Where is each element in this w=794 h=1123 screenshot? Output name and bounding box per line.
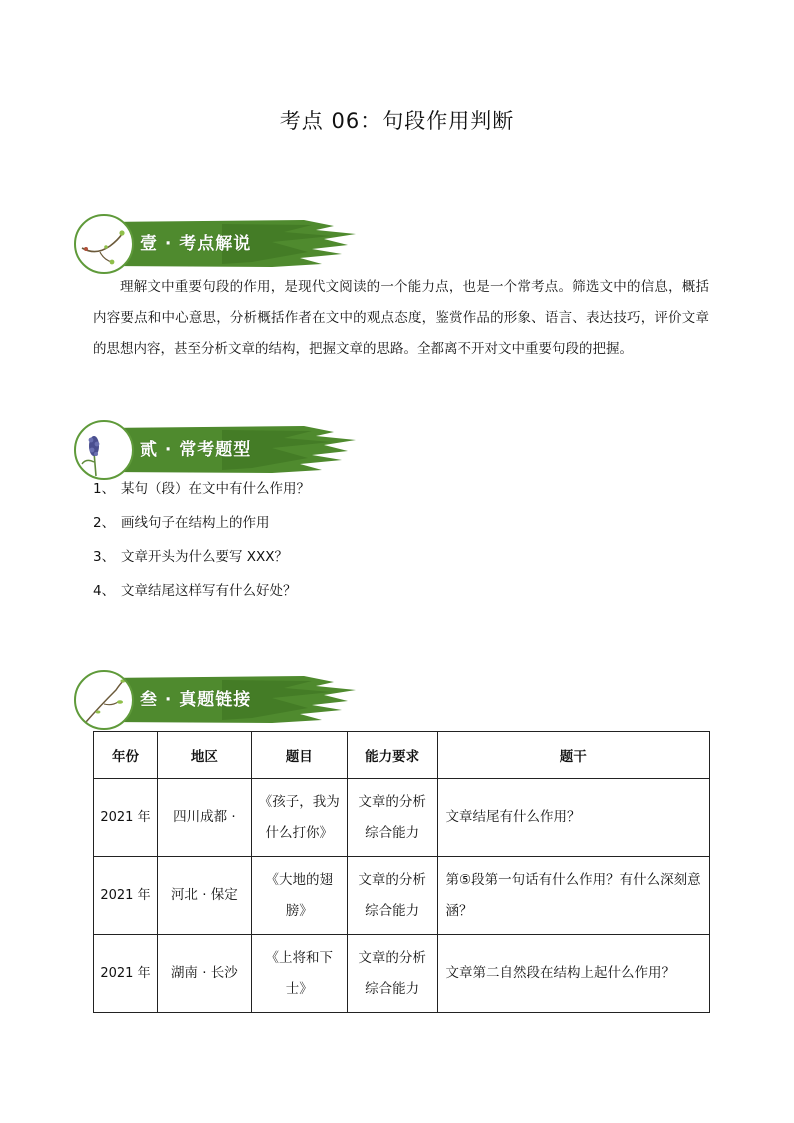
branch-icon <box>74 214 134 274</box>
cell-year: 2021 年 <box>94 857 158 935</box>
list-item <box>93 543 693 577</box>
cell-title: 《上将和下士》 <box>251 935 347 1013</box>
section-header-3 <box>72 668 362 732</box>
section-label-2: 贰 · 常考题型 <box>140 440 252 460</box>
table-row <box>94 935 710 1013</box>
cell-question: 文章第二自然段在结构上起什么作用？ <box>437 935 710 1013</box>
column-header-question: 题干 <box>437 732 710 779</box>
section-label-1: 壹 · 考点解说 <box>140 234 252 254</box>
cell-ability: 文章的分析综合能力 <box>347 779 437 857</box>
cell-region: 四川成都 · <box>157 779 251 857</box>
list-item <box>93 577 693 611</box>
table-row <box>94 857 710 935</box>
list-item-number: 4、 <box>93 583 116 599</box>
page-title: 考点 06：句段作用判断 <box>279 109 515 133</box>
exam-links-table <box>93 731 710 1013</box>
table-row <box>94 779 710 857</box>
column-header-title: 题目 <box>251 732 347 779</box>
list-item-text: 某句（段）在文中有什么作用？ <box>121 481 310 497</box>
column-header-ability: 能力要求 <box>347 732 437 779</box>
column-header-year: 年份 <box>94 732 158 779</box>
column-header-region: 地区 <box>157 732 251 779</box>
list-item-text: 画线句子在结构上的作用 <box>121 515 270 531</box>
table-header-row <box>94 732 710 779</box>
list-item-text: 文章开头为什么要写 XXX？ <box>121 549 289 565</box>
list-item-number: 3、 <box>93 549 116 565</box>
intro-paragraph: 理解文中重要句段的作用，是现代文阅读的一个能力点，也是一个常考点。筛选文中的信息，概括内容要点和中心意思，分析概括作者在文中的观点态度，鉴赏作品的形象、语言、表达技巧，评价文章的思想内容，甚至分析文章的结构，把握文章的思路。全都离不开对文中重要句段的把握。 <box>93 279 709 357</box>
cell-title: 《大地的翅膀》 <box>251 857 347 935</box>
cell-region: 河北 · 保定 <box>157 857 251 935</box>
list-item-number: 1、 <box>93 481 116 497</box>
section-header-2 <box>72 418 362 482</box>
cell-region: 湖南 · 长沙 <box>157 935 251 1013</box>
list-item-number: 2、 <box>93 515 116 531</box>
section-header-1 <box>72 212 362 276</box>
section-label-3: 叁 · 真题链接 <box>140 690 252 710</box>
cell-question: 第⑤段第一句话有什么作用？有什么深刻意涵？ <box>437 857 710 935</box>
cell-ability: 文章的分析综合能力 <box>347 857 437 935</box>
list-item <box>93 509 693 543</box>
cell-title: 《孩子，我为什么打你》 <box>251 779 347 857</box>
question-list <box>93 475 693 611</box>
cell-year: 2021 年 <box>94 935 158 1013</box>
branch-icon <box>74 670 134 730</box>
cell-ability: 文章的分析综合能力 <box>347 935 437 1013</box>
cell-question: 文章结尾有什么作用？ <box>437 779 710 857</box>
list-item-text: 文章结尾这样写有什么好处？ <box>121 583 297 599</box>
flower-icon <box>74 420 134 480</box>
cell-year: 2021 年 <box>94 779 158 857</box>
list-item <box>93 475 693 509</box>
